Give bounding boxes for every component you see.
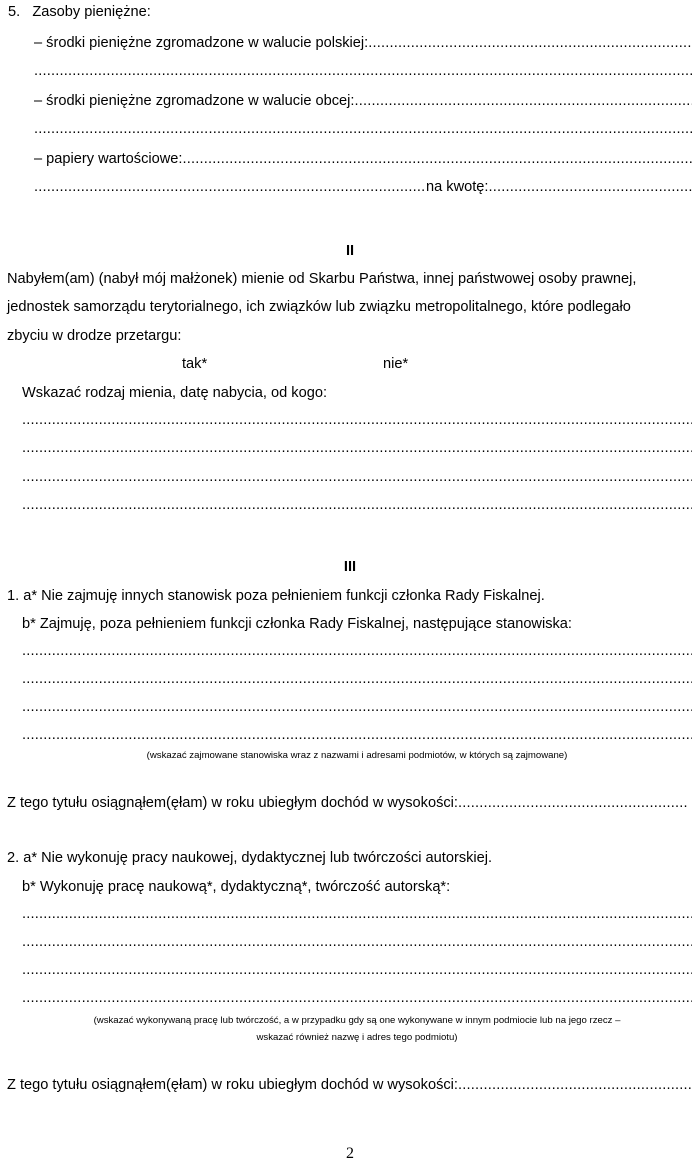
positions-field-2[interactable] — [22, 671, 692, 687]
income-2-field[interactable] — [458, 1077, 692, 1093]
property-field-1[interactable] — [22, 412, 692, 428]
foreign-funds-continuation — [34, 121, 692, 141]
work-line-2 — [22, 934, 692, 954]
income-2-label: Z tego tytułu osiągnąłem(ęłam) w roku ubiegłym dochód w wysokości: — [7, 1077, 458, 1093]
property-indicate-label: Wskazać rodzaj mienia, datę nabycia, od kogo: — [22, 385, 328, 401]
work-field-2[interactable] — [22, 934, 692, 950]
income-1-row — [7, 795, 687, 815]
sec5-title: 5. Zasoby pieniężne: — [8, 4, 151, 20]
securities-amount-row — [34, 179, 692, 199]
securities-row — [34, 151, 692, 171]
work-field-1[interactable] — [22, 906, 692, 922]
sec2-paragraph-line-3: zbyciu w drodze przetargu: — [7, 328, 182, 344]
work-note-line-2: wskazać również nazwę i adres tego podmiotu) — [256, 1032, 458, 1043]
property-line-1 — [22, 412, 692, 432]
income-2-row — [7, 1077, 692, 1097]
pln-funds-field-2[interactable] — [34, 63, 692, 79]
sec2-paragraph-line-1: Nabyłem(am) (nabył mój małżonek) mienie od Skarbu Państwa, innej państwowej osoby prawnej, — [7, 271, 637, 287]
q2a-text: 2. a* Nie wykonuję pracy naukowej, dydaktycznej lub twórczości autorskiej. — [7, 850, 493, 866]
positions-line-2 — [22, 671, 692, 691]
positions-line-4 — [22, 727, 692, 747]
option-yes[interactable]: tak* — [182, 356, 208, 372]
page-number: 2 — [346, 1145, 354, 1162]
work-line-1 — [22, 906, 692, 926]
property-line-2 — [22, 440, 692, 460]
property-line-4 — [22, 497, 692, 517]
work-line-4 — [22, 990, 692, 1010]
positions-field-1[interactable] — [22, 643, 692, 659]
income-1-field[interactable] — [458, 795, 687, 811]
foreign-funds-row — [34, 93, 692, 113]
work-field-3[interactable] — [22, 962, 692, 978]
positions-field-4[interactable] — [22, 727, 692, 743]
foreign-funds-field-2[interactable] — [34, 121, 692, 137]
q2b-text: b* Wykonuję pracę naukową*, dydaktyczną*, twórczość autorską*: — [22, 879, 451, 895]
foreign-funds-label: – środki pieniężne zgromadzone w walucie obcej: — [34, 93, 355, 109]
amount-field[interactable] — [488, 179, 692, 195]
securities-desc-field[interactable] — [34, 179, 426, 195]
positions-note: (wskazać zajmowane stanowiska wraz z nazwami i adresami podmiotów, w których są zajmowane) — [146, 750, 568, 761]
positions-field-3[interactable] — [22, 699, 692, 715]
pln-funds-row — [34, 35, 692, 55]
property-field-2[interactable] — [22, 440, 692, 456]
section-ii-heading: II — [345, 243, 355, 259]
work-field-4[interactable] — [22, 990, 692, 1006]
pln-funds-continuation — [34, 63, 692, 83]
work-line-3 — [22, 962, 692, 982]
sec2-paragraph-line-2: jednostek samorządu terytorialnego, ich związków lub związku metropolitalnego, które podlegało — [7, 299, 631, 315]
amount-label: na kwotę: — [426, 179, 489, 195]
foreign-funds-field[interactable] — [354, 93, 692, 109]
pln-funds-field[interactable] — [368, 35, 692, 51]
positions-line-1 — [22, 643, 692, 663]
securities-field[interactable] — [182, 151, 692, 167]
property-line-3 — [22, 469, 692, 489]
securities-label: – papiery wartościowe: — [34, 151, 183, 167]
pln-funds-label: – środki pieniężne zgromadzone w walucie polskiej: — [34, 35, 369, 51]
work-note-line-1: (wskazać wykonywaną pracę lub twórczość, a w przypadku gdy są one wykonywane w innym podmiocie lub na jego rzecz – — [93, 1015, 621, 1026]
property-field-3[interactable] — [22, 469, 692, 485]
positions-line-3 — [22, 699, 692, 719]
property-field-4[interactable] — [22, 497, 692, 513]
income-1-label: Z tego tytułu osiągnąłem(ęłam) w roku ubiegłym dochód w wysokości: — [7, 795, 458, 811]
option-no[interactable]: nie* — [383, 356, 409, 372]
section-iii-heading: III — [343, 559, 357, 575]
q1a-text: 1. a* Nie zajmuję innych stanowisk poza pełnieniem funkcji członka Rady Fiskalnej. — [7, 588, 545, 604]
q1b-text: b* Zajmuję, poza pełnieniem funkcji członka Rady Fiskalnej, następujące stanowiska: — [22, 616, 572, 632]
